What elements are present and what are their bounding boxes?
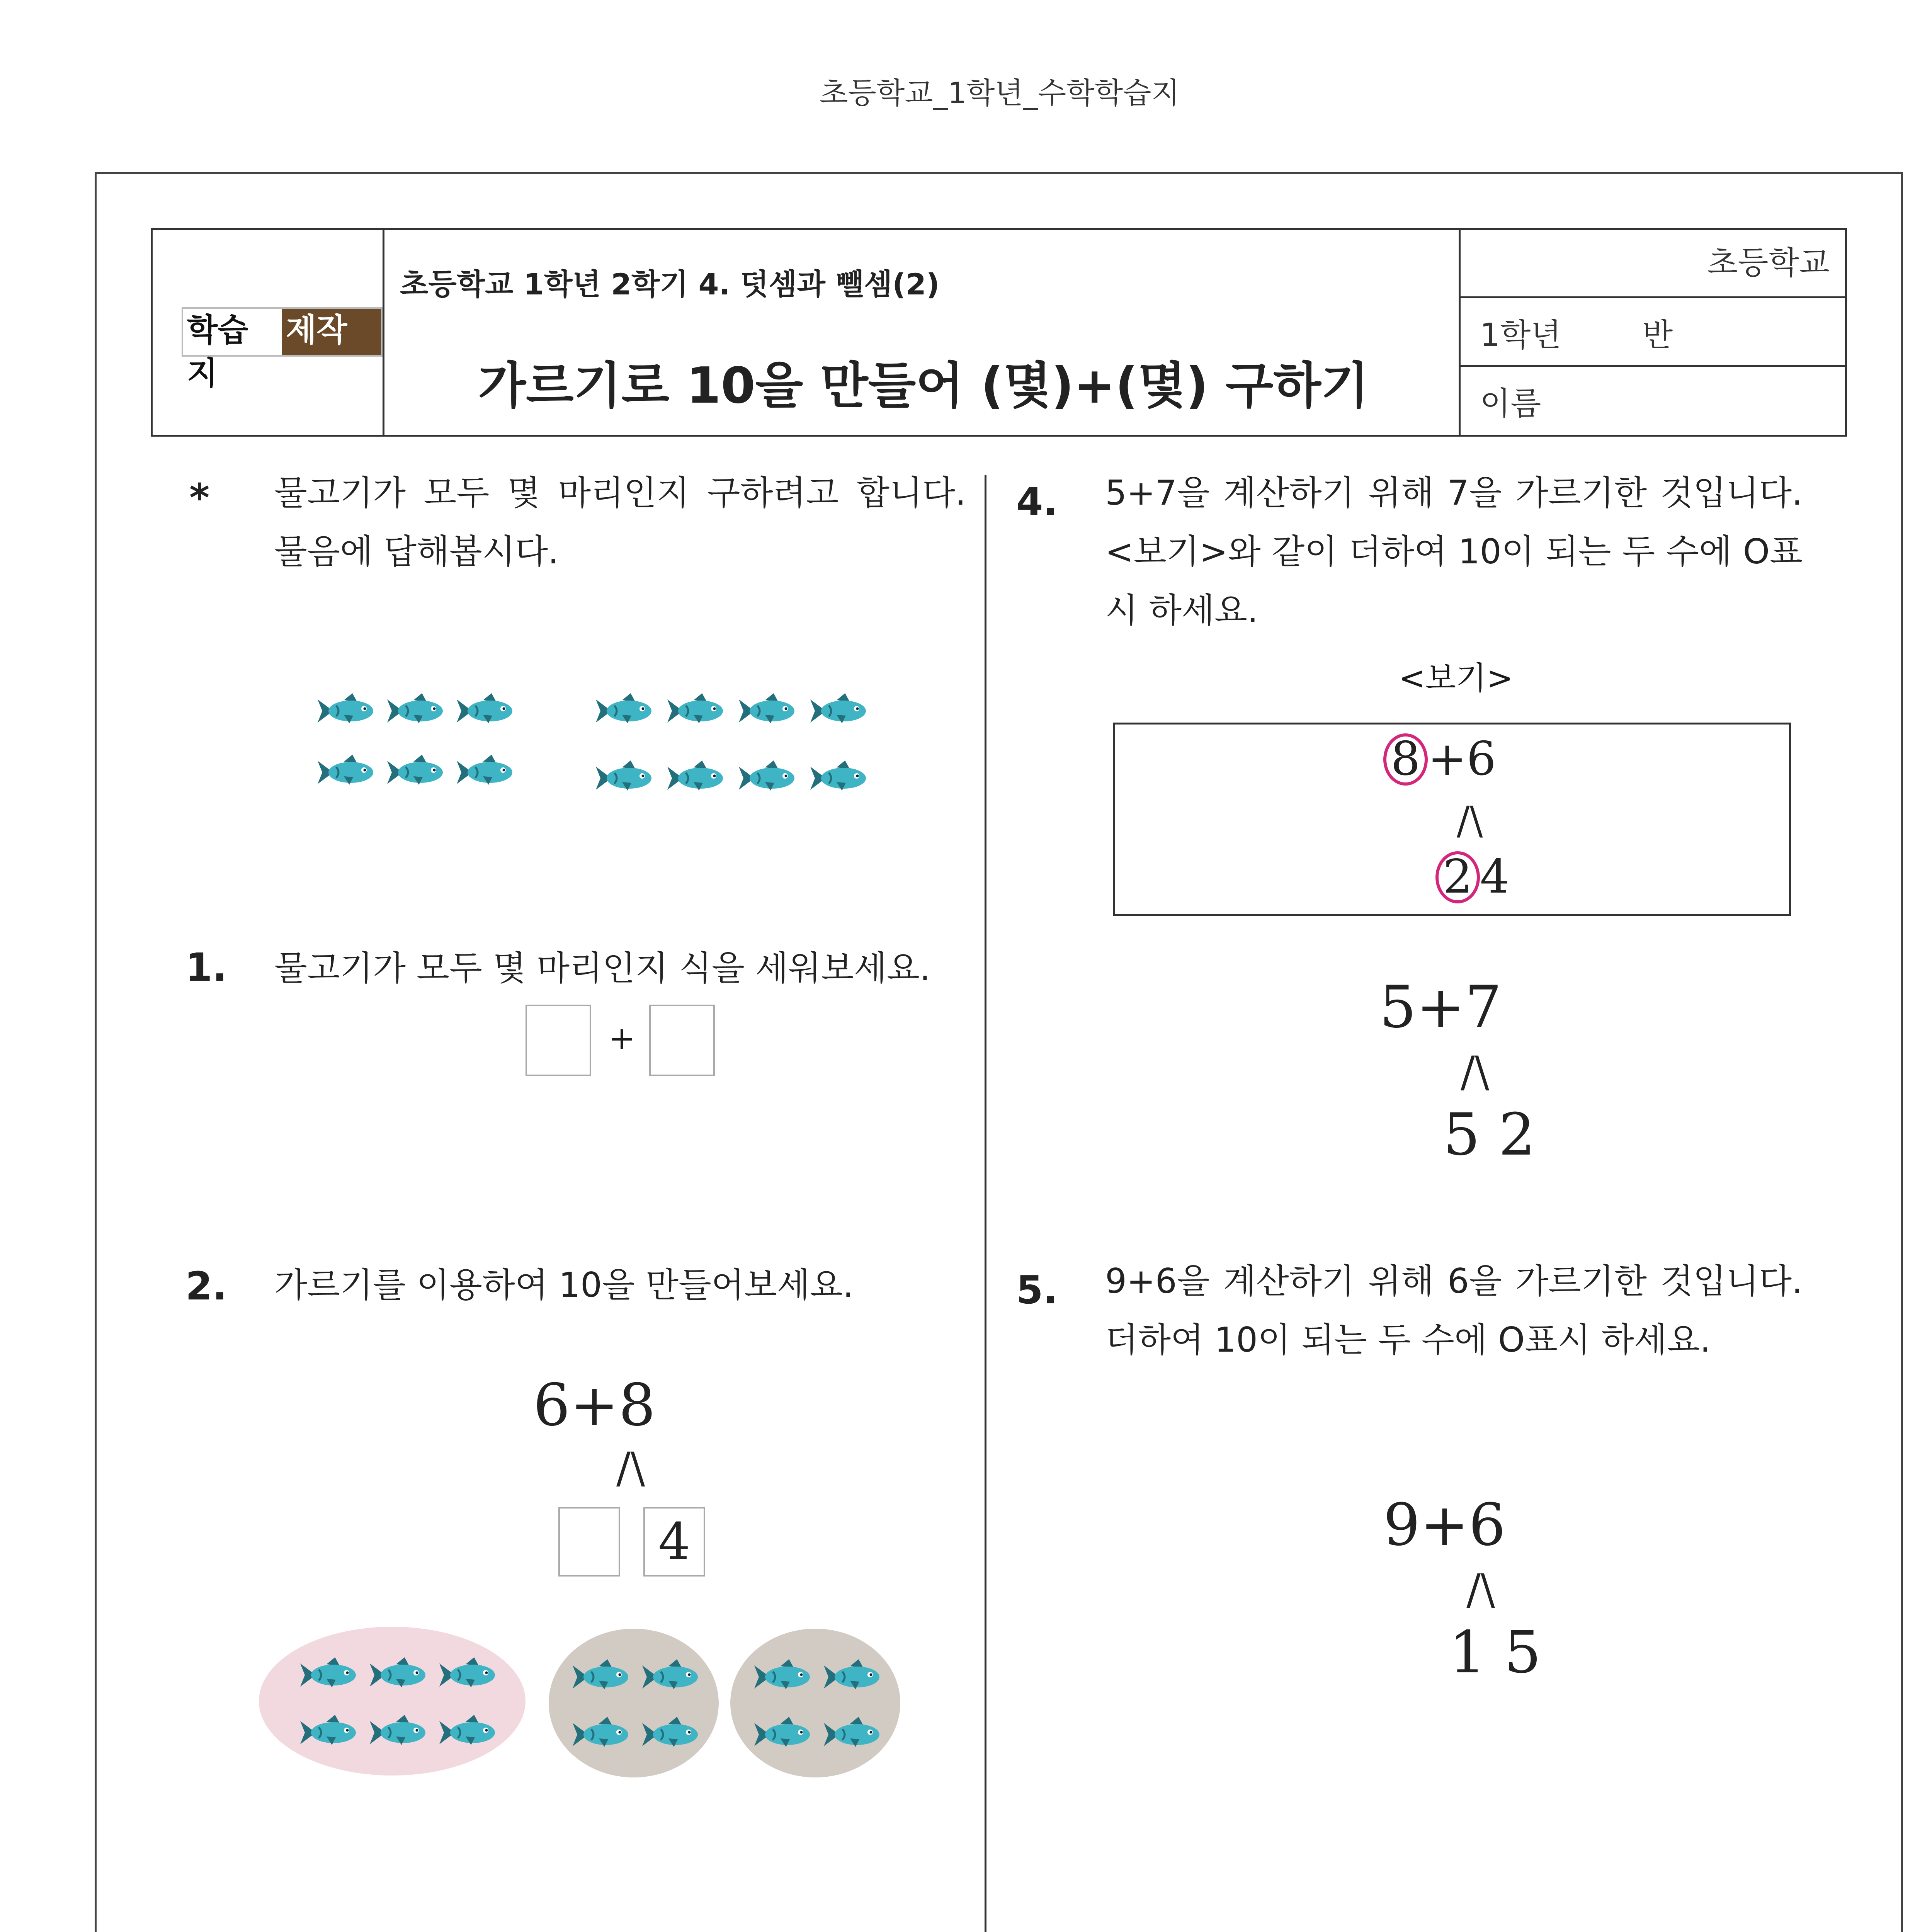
gray-oval-2 <box>730 1629 900 1777</box>
fish-icon <box>386 692 444 730</box>
q2-number: 2. <box>185 1264 227 1309</box>
q4-branch: /\ <box>1461 1047 1490 1097</box>
q5-split[interactable]: 1 5 <box>1449 1619 1541 1686</box>
unit-subtitle: 초등학교 1학년 2학기 4. 덧셈과 뺄셈(2) <box>400 267 940 301</box>
fish-icon <box>317 753 375 792</box>
fish-icon <box>369 1713 427 1752</box>
fish-icon <box>738 759 796 798</box>
logo-text-1: 학습지 <box>183 309 282 355</box>
q4-text: 5+7을 계산하기 위해 7을 가르기한 것입니다. <보기>와 같이 더하여 10이 되는 두 수에 O표시 하세요. <box>1105 473 1803 630</box>
q5-expression: 9+6 <box>1383 1492 1506 1559</box>
school-field: 초등학교 <box>1461 230 1845 298</box>
example-branch: /\ <box>1457 798 1483 843</box>
fish-icon <box>299 1656 357 1694</box>
q2-text: 가르기를 이용하여 10을 만들어보세요. <box>274 1265 854 1305</box>
example-expression <box>1383 732 1496 786</box>
q2-answer-box[interactable] <box>558 1507 620 1577</box>
fish-icon <box>595 692 653 730</box>
fish-icon <box>641 1715 699 1754</box>
fish-icon <box>667 759 724 798</box>
fish-icon <box>823 1715 881 1754</box>
logo <box>182 307 383 392</box>
worksheet-header <box>151 228 1847 437</box>
pink-oval <box>259 1627 526 1776</box>
q1-text: 물고기가 모두 몇 마리인지 식을 세워보세요. <box>274 948 930 988</box>
q5-number: 5. <box>1016 1267 1058 1313</box>
fish-icon <box>369 1656 427 1694</box>
intro-marker: * <box>189 475 210 520</box>
example-split-c: 4 <box>1480 850 1510 904</box>
fish-icon <box>439 1656 497 1694</box>
logo-cell <box>153 230 384 435</box>
fish-icon <box>572 1658 630 1696</box>
fish-icon <box>456 692 514 730</box>
fish-icon <box>595 759 653 798</box>
intro-text: 물고기가 모두 몇 마리인지 구하려고 합니다. 물음에 답해봅시다. <box>274 473 966 571</box>
fish-icon <box>317 692 375 730</box>
grade-label: 1학년 <box>1480 317 1561 354</box>
q1-plus: + <box>609 1020 635 1057</box>
q4-split[interactable]: 5 2 <box>1443 1101 1536 1168</box>
q2-branch: /\ <box>616 1443 645 1493</box>
fish-icon <box>641 1658 699 1696</box>
q5-text: 9+6을 계산하기 위해 6을 가르기한 것입니다. 더하여 10이 되는 두 수에 O표시 하세요. <box>1105 1261 1803 1360</box>
worksheet-title: 가르기로 10을 만들어 (몇)+(몇) 구하기 <box>478 357 1369 415</box>
fish-icon <box>810 692 867 730</box>
page-title: 초등학교_1학년_수학학습지 <box>820 76 1180 110</box>
class-label: 반 <box>1642 317 1673 354</box>
q1-answer-box-1[interactable] <box>526 1005 591 1076</box>
fish-icon <box>738 692 796 730</box>
q1-number: 1. <box>185 945 227 990</box>
q1-answer-box-2[interactable] <box>649 1005 715 1076</box>
fish-icon <box>456 753 514 792</box>
grade-field[interactable] <box>1461 298 1845 367</box>
q4-expression: 5+7 <box>1379 974 1502 1041</box>
fish-icon <box>299 1713 357 1752</box>
example-plus: +6 <box>1428 732 1496 786</box>
logo-text-2: 제작소 <box>282 309 381 355</box>
fish-icon <box>667 692 724 730</box>
fish-icon <box>810 759 867 798</box>
fish-icon <box>386 753 444 792</box>
name-field[interactable] <box>1461 367 1845 435</box>
example-circle-a: 8 <box>1383 733 1428 786</box>
gray-oval-1 <box>549 1629 719 1777</box>
fish-group-right <box>595 692 889 799</box>
fish-icon <box>572 1715 630 1754</box>
student-info-cell <box>1459 230 1845 435</box>
fish-icon <box>823 1658 881 1696</box>
example-circle-b: 2 <box>1435 851 1480 903</box>
fish-group-left <box>317 692 518 793</box>
example-label: <보기> <box>1399 660 1513 697</box>
q2-expression: 6+8 <box>533 1372 656 1439</box>
name-label: 이름 <box>1480 385 1541 422</box>
example-box <box>1113 723 1791 916</box>
q2-given-number: 4 <box>643 1507 705 1577</box>
fish-icon <box>753 1715 811 1754</box>
example-split <box>1435 850 1509 904</box>
fish-icon <box>439 1713 497 1752</box>
column-divider <box>985 475 986 1932</box>
q4-number: 4. <box>1016 479 1058 524</box>
q5-branch: /\ <box>1466 1565 1495 1614</box>
fish-icon <box>753 1658 811 1696</box>
